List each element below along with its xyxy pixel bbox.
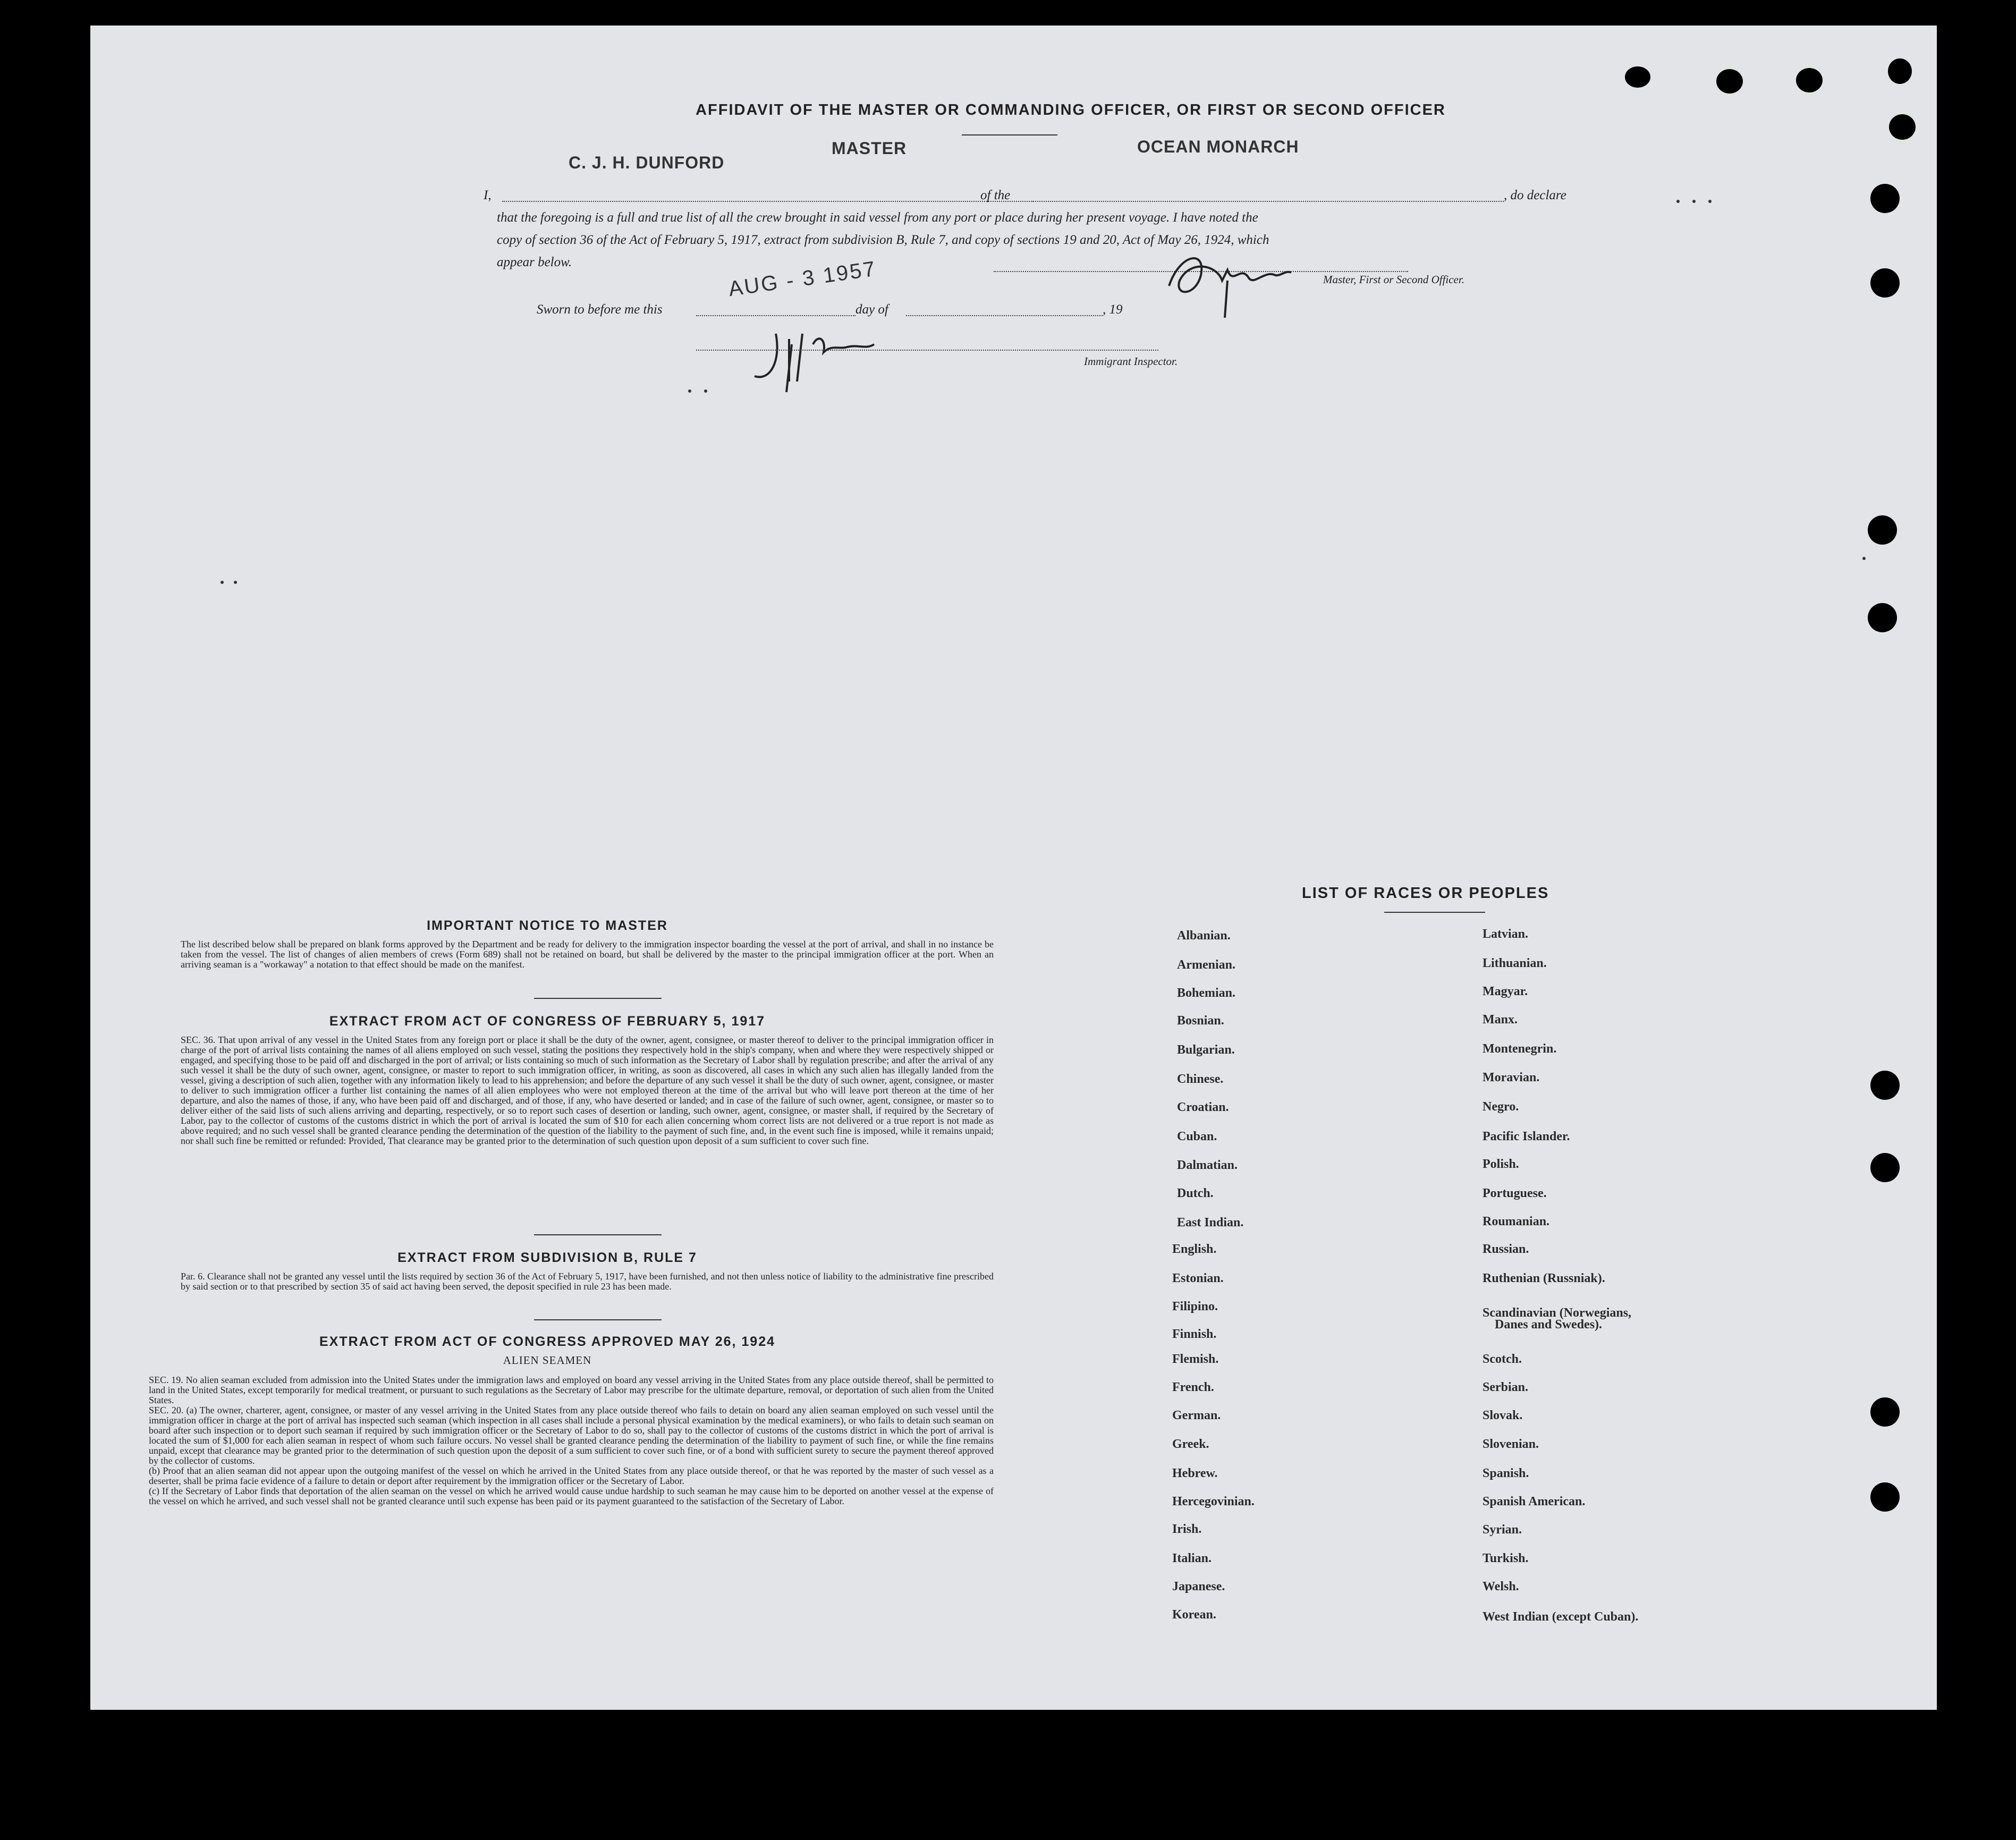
race-item: Spanish.	[1483, 1466, 1529, 1480]
race-item: Moravian.	[1483, 1071, 1540, 1084]
stray-mark	[234, 581, 237, 584]
race-item: Bohemian.	[1177, 986, 1236, 1000]
race-item: Manx.	[1483, 1013, 1518, 1027]
stray-mark	[1862, 557, 1866, 560]
race-item: Roumanian.	[1483, 1215, 1550, 1228]
declaration-line-4: appear below.	[497, 255, 572, 269]
sec-20a-text: SEC. 20. (a) The owner, charterer, agent, consignee, or master of any vessel arriving in the United States from any place outside thereof who fails to detain on board any alien seaman employed on such vessel until the immigration officer in charge at the port of arrival has inspected such seaman (which inspection in all cases shall include a personal physical examination by the medical examiners), or who fails to detain such seaman on board after such inspection or to deport such seaman if required by such immigration officer or the Secretary of Labor to do so, shall pay to the collector of customs of the customs district in which the port of arrival is located the sum of $1,000 for each alien seaman in respect of whom such failure occurs. No vessel shall be granted clearance pending the determination of the liability to payment of such fine, or while the fine remains unpaid, except that clearance may be granted prior to the determination of such question upon the deposit of a sum sufficient to cover such fine, or of a bond with sufficient surety to secure the payment thereof approved by the collector of customs.	[149, 1405, 994, 1466]
extract-1924-body	[149, 1375, 994, 1506]
race-item: Filipino.	[1172, 1300, 1218, 1313]
race-item: Flemish.	[1172, 1352, 1219, 1366]
race-item: Dalmatian.	[1177, 1158, 1238, 1172]
race-item: Negro.	[1483, 1100, 1519, 1114]
stray-mark	[704, 389, 707, 393]
vessel-name: OCEAN MONARCH	[1137, 137, 1299, 156]
inspector-caption: Immigrant Inspector.	[1084, 355, 1178, 368]
race-item: Irish.	[1172, 1522, 1202, 1536]
binder-hole	[1870, 1397, 1900, 1427]
do-declare-label: , do declare	[1504, 188, 1566, 202]
master-caption: Master, First or Second Officer.	[1323, 273, 1464, 286]
declaration-line-2: that the foregoing is a full and true list of all the crew brought in said vessel from any port or place during her present voyage. I have noted the	[497, 210, 1258, 225]
stray-mark	[1692, 200, 1696, 203]
day-of-label: day of	[855, 302, 888, 317]
notice-heading: IMPORTANT NOTICE TO MASTER	[427, 918, 668, 933]
races-rule	[1384, 912, 1485, 913]
race-item: English.	[1172, 1242, 1217, 1256]
race-item: Greek.	[1172, 1437, 1209, 1451]
binder-hole	[1868, 603, 1897, 632]
inspector-dotline	[696, 350, 1158, 351]
race-item: Scotch.	[1483, 1352, 1522, 1366]
race-item: Slovenian.	[1483, 1437, 1539, 1451]
race-item: Dutch.	[1177, 1186, 1214, 1200]
master-signature	[1148, 238, 1307, 318]
binder-hole	[1870, 1153, 1900, 1182]
race-item: Scandinavian (Norwegians,	[1483, 1306, 1632, 1320]
race-item: Syrian.	[1483, 1523, 1522, 1537]
title-rule	[962, 134, 1057, 135]
race-item: Finnish.	[1172, 1327, 1217, 1341]
race-item: Serbian.	[1483, 1380, 1529, 1394]
binder-hole	[1870, 1482, 1900, 1512]
binder-hole	[1868, 515, 1897, 545]
binder-hole	[1870, 184, 1900, 213]
form-page	[90, 26, 1937, 1710]
race-item: Spanish American.	[1483, 1495, 1586, 1508]
race-item: Hebrew.	[1172, 1466, 1218, 1480]
race-item: Armenian.	[1177, 958, 1235, 972]
affidavit-title: AFFIDAVIT OF THE MASTER OR COMMANDING OFFICER, OR FIRST OR SECOND OFFICER	[696, 101, 1446, 118]
race-item: Korean.	[1172, 1608, 1216, 1622]
section-rule	[534, 998, 662, 999]
race-item: Russian.	[1483, 1242, 1529, 1256]
race-item: Chinese.	[1177, 1072, 1224, 1086]
race-item: French.	[1172, 1380, 1214, 1394]
month-dotline	[906, 315, 1103, 316]
binder-hole	[1888, 58, 1912, 84]
race-item: Portuguese.	[1483, 1186, 1547, 1200]
binder-hole	[1870, 1071, 1900, 1100]
inspector-signature	[739, 302, 909, 408]
race-item: Magyar.	[1483, 985, 1528, 998]
race-item: Latvian.	[1483, 927, 1529, 941]
race-item: Bulgarian.	[1177, 1043, 1235, 1057]
stray-mark	[1708, 200, 1712, 203]
extract-1917-text: SEC. 36. That upon arrival of any vessel in the United States from any foreign port or place it shall be the duty of the owner, agent, consignee, or master thereof to deliver to the principal immigration officer in charge of the port of arrival lists containing the names of all aliens employed on such vessel, stating the positions they respectively hold in the ship's company, when and where they were respectively shipped or engaged, and specifying those to be paid off and discharged in the port of arrival; or lists containing so much of such information as the Secretary of Labor shall by regulation prescribe; and after the arrival of any such vessel it shall be the duty of such owner, agent, consignee, or master to report to such immigration officer, in writing, as soon as discovered, all cases in which any such alien has illegally landed from the vessel, giving a description of such alien, together with any information likely to lead to his apprehension; and before the departure of any such vessel it shall be the duty of such owner, agent, consignee, or master to deliver to such immigration officer a further list containing the names of all alien employees who were not employed thereon at the time of the arrival but who will leave port thereon at the time of her departure, and also the names of those, if any, who have been paid off and discharged, and of those, if any, who have deserted or landed; and in case of the failure of such owner, agent, consignee, or master so to deliver either of the said lists of such aliens arriving and departing, respectively, or so to report such cases of desertion or landing, such owner, agent, consignee, or master shall, if required by the Secretary of Labor, pay to the collector of customs of the customs district in which the port of arrival is located the sum of $10 for each alien concerning whom correct lists are not delivered or a true report is not made as above required; and no such vessel shall be granted clearance pending the determination of the question of the liability to the payment of such fine, and, in the event such fine is imposed, while it remains unpaid; nor shall such fine be remitted or refunded: Provided, That clearance may be granted prior to the determination of such question upon deposit of a sum sufficient to cover such fine.	[181, 1035, 994, 1146]
binder-hole	[1625, 66, 1650, 88]
race-item: German.	[1172, 1409, 1221, 1422]
officer-rank: MASTER	[832, 139, 907, 158]
line1-prefix: I,	[484, 188, 492, 202]
declaration-line-3: copy of section 36 of the Act of February 5, 1917, extract from subdivision B, Rule 7, and copy of sections 19 and 20, Act of May 26, 1924, which	[497, 233, 1269, 247]
race-item: Montenegrin.	[1483, 1042, 1557, 1056]
race-item: Danes and Swedes).	[1495, 1318, 1603, 1332]
race-item: Welsh.	[1483, 1580, 1519, 1593]
race-item: Bosnian.	[1177, 1014, 1224, 1028]
sec-19-text: SEC. 19. No alien seaman excluded from admission into the United States under the immigration laws and employed on board any vessel arriving in the United States from any place outside thereof, shall be permitted to land in the United States, except temporarily for medical treatment, or pursuant to such regulations as the Secretary of Labor may prescribe for the ultimate departure, removal, or deportation of such alien from the United States.	[149, 1375, 994, 1405]
race-item: Japanese.	[1172, 1580, 1225, 1593]
race-item: Italian.	[1172, 1551, 1212, 1565]
extract-rule7-heading: EXTRACT FROM SUBDIVISION B, RULE 7	[397, 1250, 697, 1265]
race-item: Cuban.	[1177, 1130, 1217, 1143]
sec-20c-text: (c) If the Secretary of Labor finds that deportation of the alien seaman on the vessel on which he arrived would cause undue hardship to such seaman he may cause him to be deported on another vessel at the expense of the vessel on which he arrived, and such vessel shall not be granted clearance until such expense has been paid or its payment guaranteed to the satisfaction of the Secretary of Labor.	[149, 1486, 994, 1506]
extract-1917-heading: EXTRACT FROM ACT OF CONGRESS OF FEBRUARY 5, 1917	[329, 1014, 766, 1029]
sec-20b-text: (b) Proof that an alien seaman did not appear upon the outgoing manifest of the vessel on which he arrived in the United States from any place outside thereof, or that he was reported by the master of such vessel as a deserter, shall be prima facie evidence of a failure to detain or deport after requirement by the immigration officer or the Secretary of Labor.	[149, 1465, 994, 1486]
race-item: West Indian (except Cuban).	[1483, 1610, 1639, 1624]
race-item: Pacific Islander.	[1483, 1130, 1570, 1143]
race-item: Polish.	[1483, 1157, 1519, 1171]
race-item: Lithuanian.	[1483, 956, 1547, 970]
date-stamp: AUG - 3 1957	[727, 257, 878, 301]
race-item: Albanian.	[1177, 929, 1231, 943]
race-item: Ruthenian (Russniak).	[1483, 1271, 1605, 1285]
binder-hole	[1889, 114, 1916, 140]
race-item: Turkish.	[1483, 1551, 1529, 1565]
extract-rule7-text: Par. 6. Clearance shall not be granted any vessel until the lists required by section 36 of the Act of February 5, 1917, have been furnished, and not then unless notice of liability to the administrative fine prescribed by said section or to that prescribed by section 35 of said act having been served, the deposit specified in rule 23 has been made.	[181, 1271, 994, 1292]
stray-mark	[688, 389, 691, 393]
section-rule	[534, 1319, 662, 1320]
of-the-label: of the	[980, 188, 1011, 202]
binder-hole	[1716, 69, 1743, 94]
race-item: Croatian.	[1177, 1100, 1229, 1114]
sworn-label: Sworn to before me this	[537, 302, 663, 317]
alien-seamen-subheading: ALIEN SEAMEN	[503, 1354, 592, 1367]
stray-mark	[1676, 200, 1680, 203]
binder-hole	[1796, 68, 1823, 92]
race-item: Slovak.	[1483, 1409, 1523, 1422]
vessel-dotline	[1020, 201, 1504, 202]
name-dotline	[502, 201, 1034, 202]
notice-text: The list described below shall be prepared on blank forms approved by the Department and be ready for delivery to the immigration inspector boarding the vessel at the port of arrival, and shall in no instance be taken from the vessel. The list of changes of alien members of crews (Form 689) shall not be retained on board, but shall be delivered by the master to the principal immigration officer at the port. When an arriving seaman is a "workaway" a notation to that effect should be made on the manifest.	[181, 939, 994, 970]
race-item: Hercegovinian.	[1172, 1495, 1255, 1508]
race-item: Estonian.	[1172, 1271, 1224, 1285]
year-label: , 19	[1103, 302, 1123, 317]
races-title: LIST OF RACES OR PEOPLES	[1302, 885, 1549, 902]
section-rule	[534, 1234, 662, 1235]
extract-1924-heading: EXTRACT FROM ACT OF CONGRESS APPROVED MAY 26, 1924	[319, 1334, 776, 1349]
officer-name: C. J. H. DUNFORD	[569, 153, 725, 172]
binder-hole	[1870, 268, 1900, 298]
stray-mark	[221, 581, 224, 584]
race-item: East Indian.	[1177, 1216, 1244, 1230]
